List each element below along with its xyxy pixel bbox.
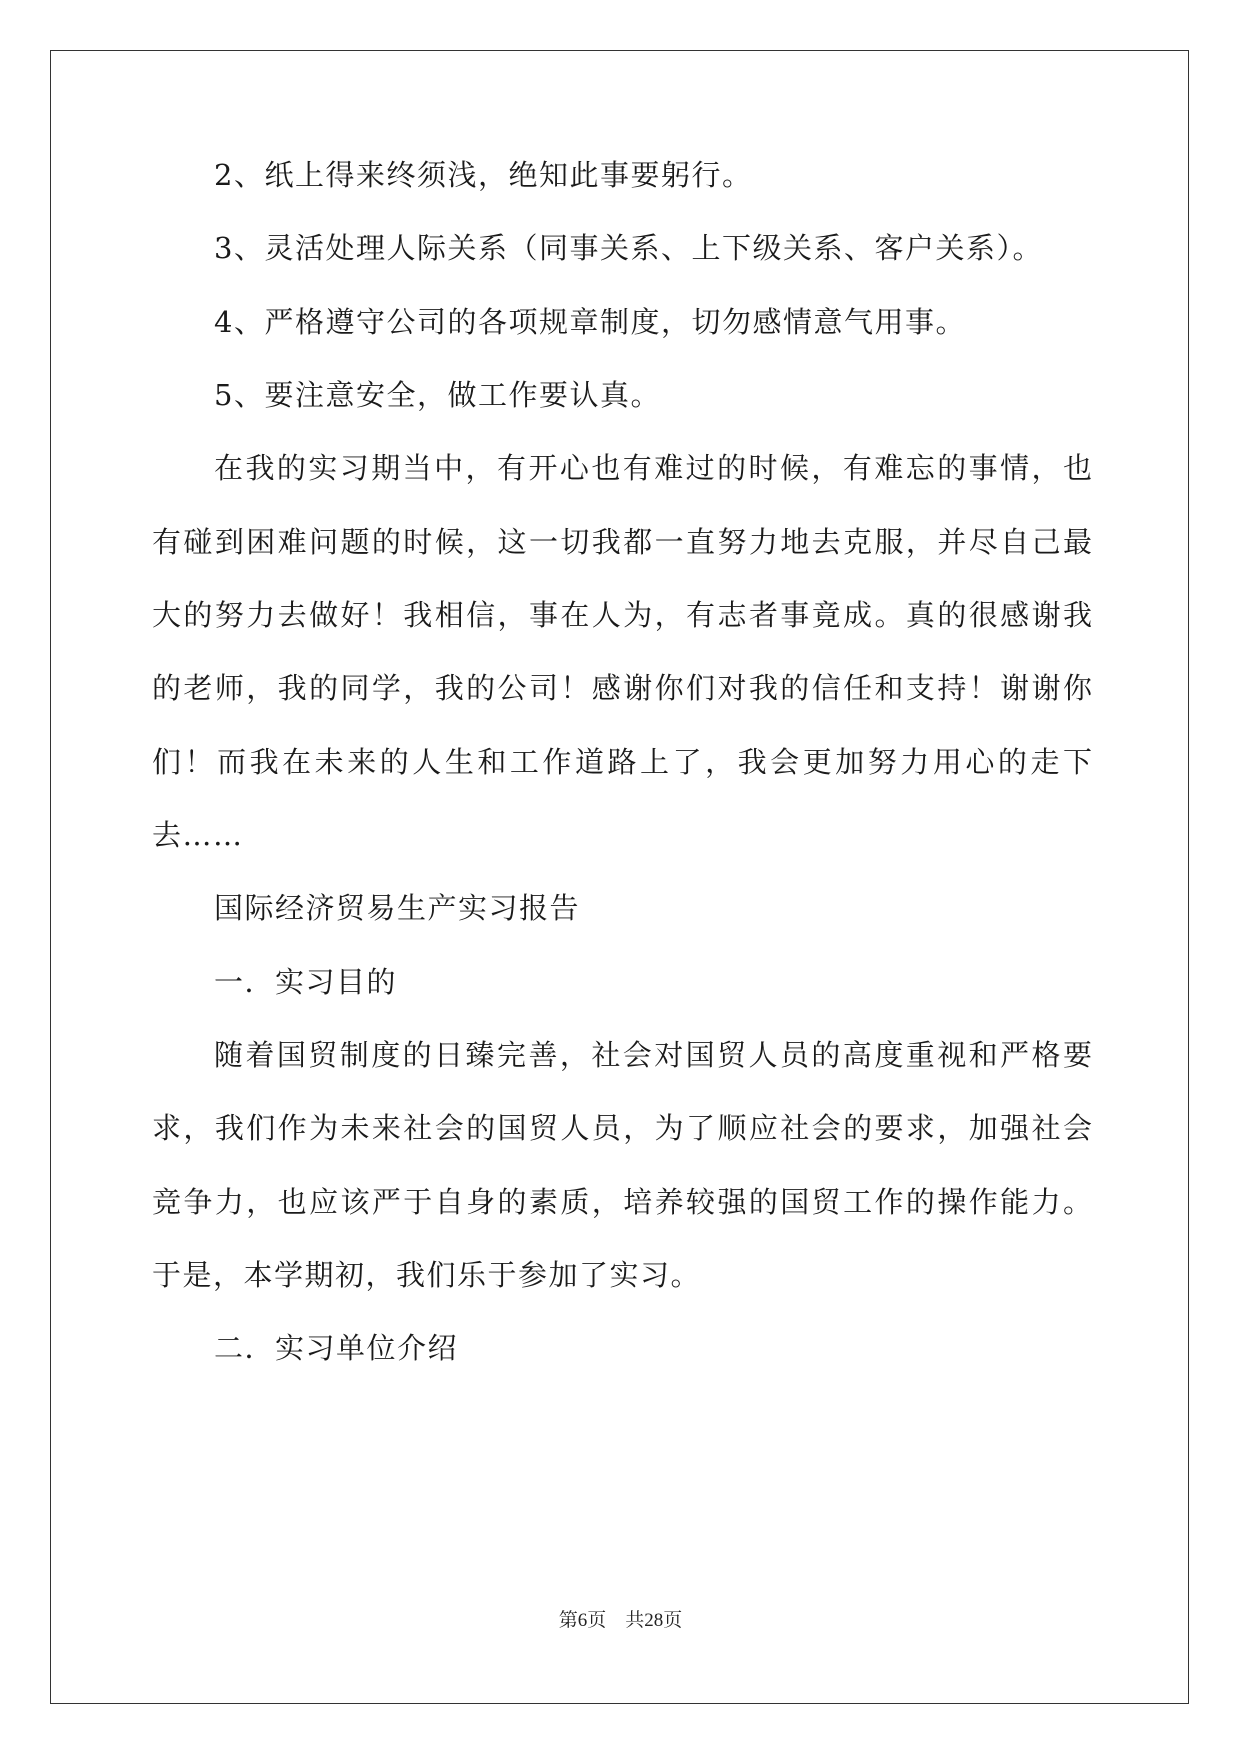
paragraph-line: 大的努力去做好！我相信，事在人为，有志者事竟成。真的很感谢我	[152, 598, 1092, 632]
page-label-prefix: 第	[558, 1610, 578, 1631]
list-item-3: 3、灵活处理人际关系（同事关系、上下级关系、客户关系）。	[214, 231, 1043, 265]
paragraph-line: 于是，本学期初，我们乐于参加了实习。	[152, 1258, 702, 1292]
page-border	[50, 50, 1189, 1704]
page-number: 6	[577, 1610, 588, 1631]
paragraph-line: 竞争力，也应该严于自身的素质，培养较强的国贸工作的操作能力。	[152, 1185, 1092, 1219]
list-item-4: 4、严格遵守公司的各项规章制度，切勿感情意气用事。	[214, 305, 966, 339]
paragraph-line: 在我的实习期当中，有开心也有难过的时候，有难忘的事情，也	[214, 451, 1092, 485]
paragraph-line: 求，我们作为未来社会的国贸人员，为了顺应社会的要求，加强社会	[152, 1111, 1092, 1145]
page-footer	[0, 1605, 1241, 1632]
page-label-suffix: 页	[587, 1610, 607, 1631]
total-label-suffix: 页	[663, 1610, 683, 1631]
section-title: 国际经济贸易生产实习报告	[214, 891, 581, 925]
section-heading-1: 一．实习目的	[214, 965, 398, 999]
total-label-prefix: 共	[625, 1610, 645, 1631]
paragraph-line: 有碰到困难问题的时候，这一切我都一直努力地去克服，并尽自己最	[152, 525, 1092, 559]
section-heading-2: 二．实习单位介绍	[214, 1331, 459, 1365]
paragraph-line: 去……	[152, 818, 244, 852]
total-pages: 28	[644, 1610, 664, 1631]
list-item-5: 5、要注意安全，做工作要认真。	[214, 378, 661, 412]
list-item-2: 2、纸上得来终须浅，绝知此事要躬行。	[214, 158, 753, 192]
paragraph-line: 随着国贸制度的日臻完善，社会对国贸人员的高度重视和严格要	[214, 1038, 1092, 1072]
paragraph-line: 们！而我在未来的人生和工作道路上了，我会更加努力用心的走下	[152, 745, 1092, 779]
paragraph-line: 的老师，我的同学，我的公司！感谢你们对我的信任和支持！谢谢你	[152, 671, 1092, 705]
